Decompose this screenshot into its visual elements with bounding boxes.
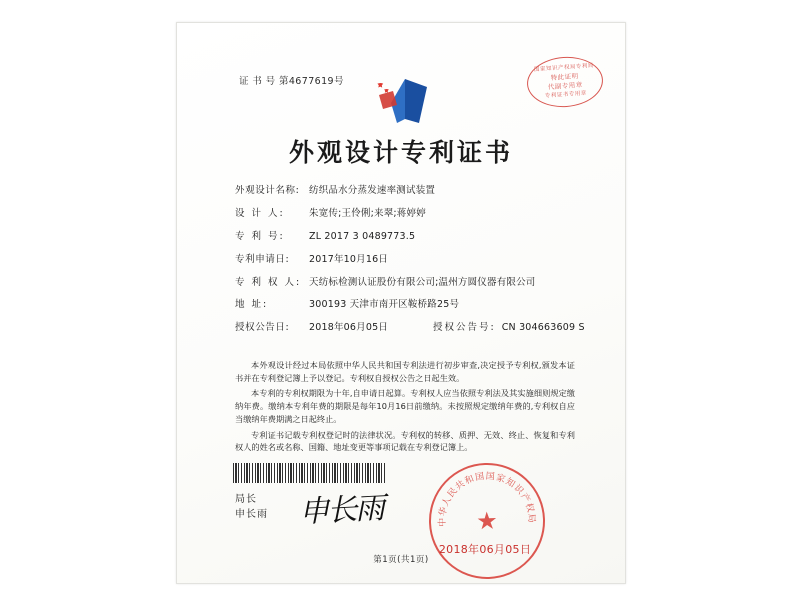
oval-stamp-line4: 专利证书专用章 <box>544 90 588 100</box>
patent-office-logo-icon <box>375 75 439 127</box>
field-row-designers <box>235 208 575 219</box>
field-value: ZL 2017 3 0489773.5 <box>309 230 416 242</box>
field-label: 外观设计名称: <box>235 185 300 196</box>
director-label-line2: 申长雨 <box>235 508 268 520</box>
field-value: 纺织品水分蒸发速率测试装置 <box>309 185 436 196</box>
fields-block <box>235 185 585 345</box>
legal-paragraph: 专利证书记载专利权登记时的法律状况。专利权的转移、质押、无效、终止、恢复和专利权人的姓名或名称、国籍、地址变更等事项记载在专利登记簿上。 <box>235 429 575 453</box>
field-row-grant <box>235 322 585 334</box>
grant-publication-value: CN 304663609 S <box>501 322 585 334</box>
field-label: 专利申请日: <box>235 253 290 265</box>
certificate-number: 证 书 号 第4677619号 <box>239 76 344 87</box>
director-label-line1: 局长 <box>235 494 257 505</box>
field-value: 2017年10月16日 <box>309 253 389 265</box>
grant-date-label: 授权公告日: <box>235 322 290 334</box>
field-row-patentee <box>235 277 575 288</box>
oval-stamp-line3: 代副专用章 <box>547 80 584 92</box>
field-value: 天纺标检测认证股份有限公司;温州方圆仪器有限公司 <box>309 276 536 288</box>
field-row-address <box>235 299 575 310</box>
svg-text:中华人民共和国国家知识产权局: 中华人民共和国国家知识产权局 <box>437 471 537 527</box>
field-value: 朱宽传;王伶俐;来翠;蒋婷婷 <box>309 207 426 219</box>
star-icon: ★ <box>475 506 499 536</box>
oval-stamp-line2: 特此证明 <box>550 72 579 83</box>
legal-paragraph: 本外观设计经过本局依照中华人民共和国专利法进行初步审查,决定授予专利权,颁发本证书并在专利登记簿上予以登记。专利权自授权公告之日起生效。 <box>235 360 575 383</box>
director-signature: 申长雨 <box>298 490 385 531</box>
legal-text-block <box>235 359 575 457</box>
certificate-sheet <box>176 22 626 584</box>
oval-stamp-line1: 国家知识产权局专利局 <box>533 62 595 73</box>
field-row-patent-number <box>235 231 575 242</box>
page-title: 外观设计专利证书 <box>288 138 513 167</box>
grant-date-value: 2018年06月05日 <box>309 322 389 334</box>
field-label: 地 址: <box>235 299 269 311</box>
barcode <box>233 463 385 483</box>
page-footer: 第1页(共1页) <box>373 555 429 565</box>
seal-date: 2018年06月05日 <box>438 543 532 556</box>
field-label: 专 利 号: <box>235 230 285 242</box>
grant-publication-label: 授权公告号: <box>433 322 496 334</box>
field-label: 专 利 权 人: <box>235 276 302 288</box>
field-row-application-date <box>235 254 575 265</box>
field-row-design-name <box>235 185 575 196</box>
field-label: 设 计 人: <box>235 207 285 219</box>
legal-paragraph: 本专利的专利权期限为十年,自申请日起算。专利权人应当依照专利法及其实施细则规定缴纳年费。缴纳本专利年费的期限是每年10月16日前缴纳。未按照规定缴纳年费的,专利权自应当缴纳年费期满之日起终止。 <box>235 388 575 424</box>
director-label <box>235 493 268 522</box>
field-value: 300193 天津市南开区鞍桥路25号 <box>309 299 460 311</box>
